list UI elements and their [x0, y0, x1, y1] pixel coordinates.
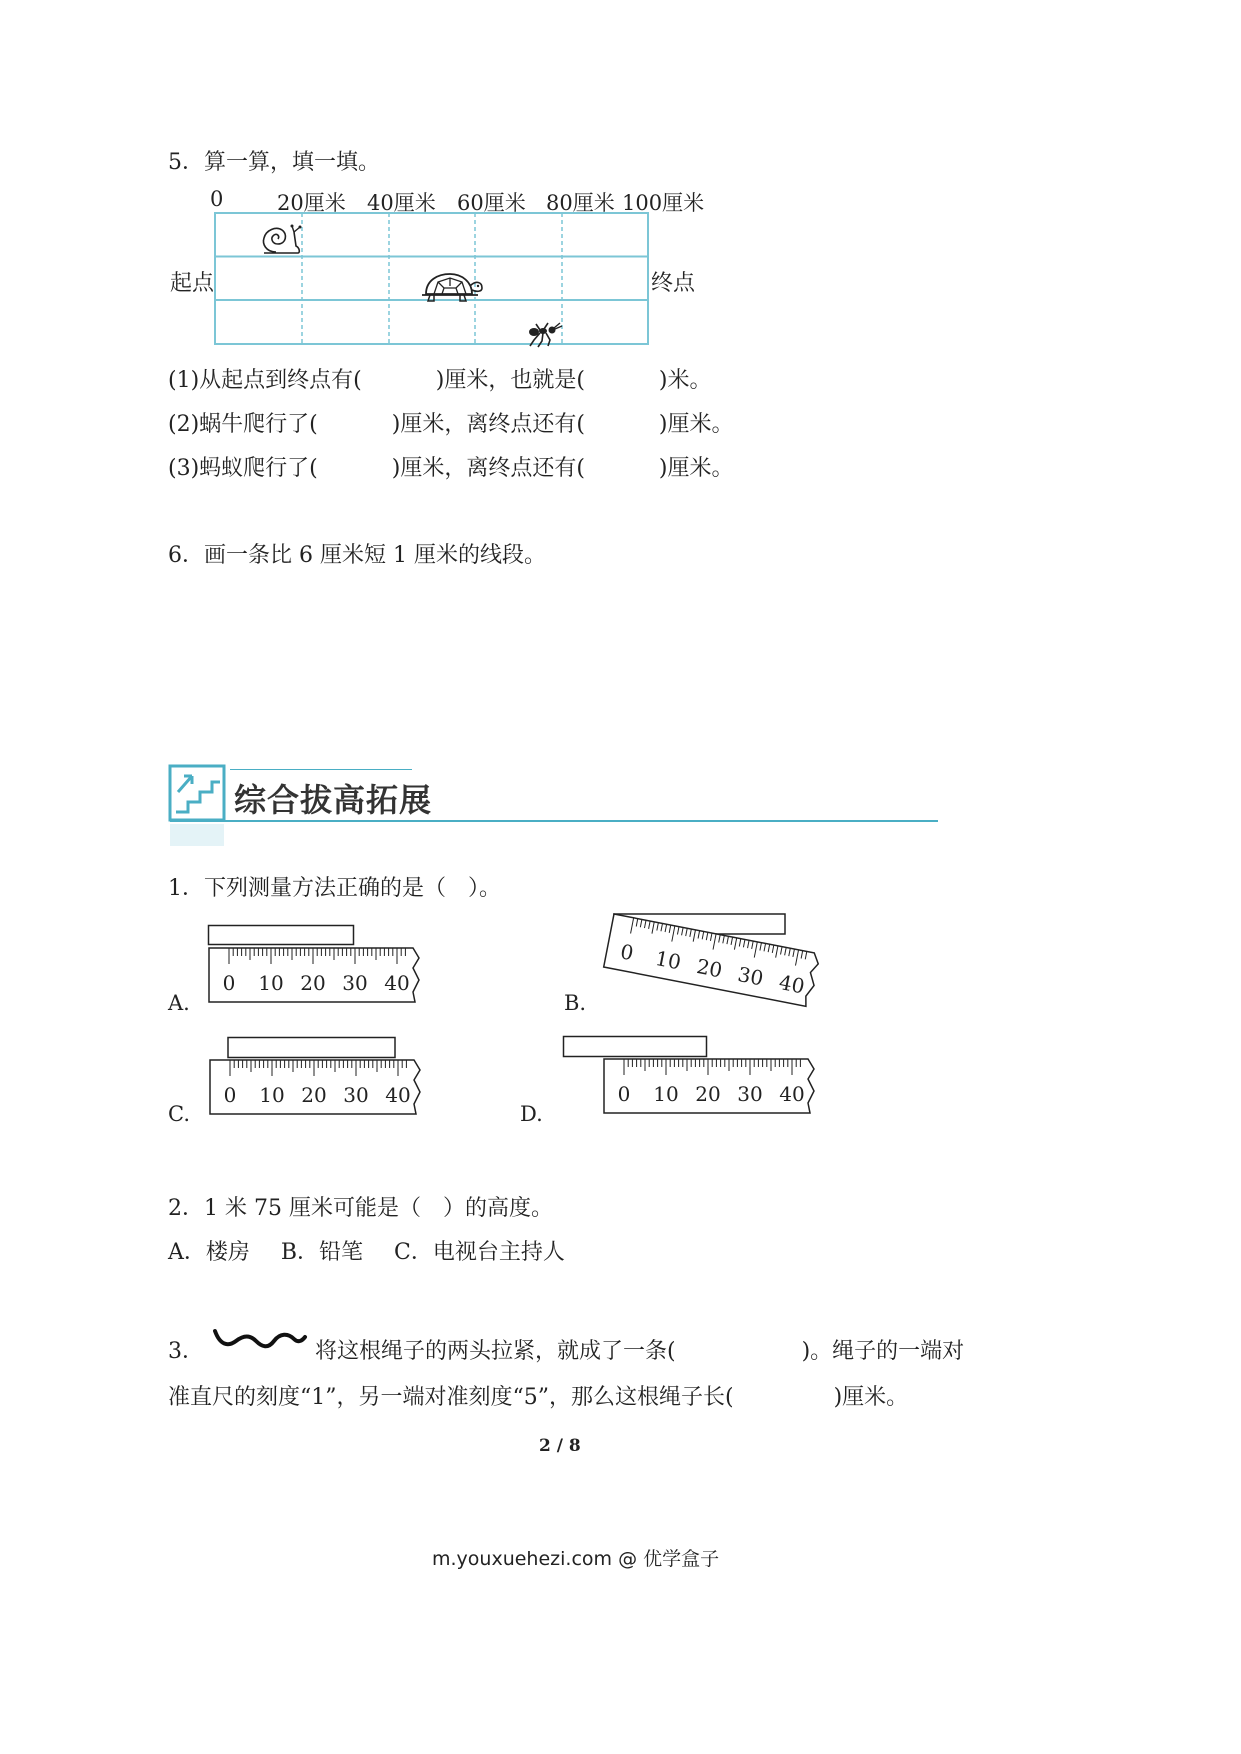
ant-icon: [526, 320, 564, 348]
q5-sub2-part2: )厘米，离终点还有(: [391, 412, 585, 437]
ruler-tick-label: 10: [259, 1083, 285, 1107]
section-underline: [170, 820, 938, 822]
ruler-tick-label: 20: [301, 1083, 327, 1107]
p2-title: 2．1 米 75 厘米可能是（ ）的高度。: [168, 1196, 553, 1221]
q5-sub3-part2: )厘米，离终点还有(: [391, 456, 585, 481]
q5-sub2-part3: )厘米。: [658, 412, 734, 437]
option-a-label[interactable]: A.: [168, 991, 190, 1015]
end-label: 终点: [651, 271, 696, 296]
p1-title: 1．下列测量方法正确的是（ ）。: [168, 876, 501, 901]
ruler-tick-label: 30: [342, 971, 368, 995]
scale-label-40: 40厘米: [367, 191, 436, 215]
p3-line1-part2: )。绳子的一端对: [801, 1339, 965, 1364]
page-number: 2 / 8: [539, 1436, 581, 1456]
ruler-tick-label: 10: [258, 971, 284, 995]
ruler-tick-label: 40: [777, 970, 807, 999]
snail-icon: [260, 222, 306, 258]
option-d-ruler[interactable]: [562, 1035, 824, 1117]
q5-sub3: [168, 451, 734, 482]
scale-label-100: 100厘米: [622, 191, 705, 215]
q5-sub1-part2: )厘米，也就是(: [435, 368, 585, 393]
scale-label-80: 80厘米: [546, 191, 615, 215]
ruler-body: [209, 948, 419, 1002]
q5-sub3-part3: )厘米。: [658, 456, 734, 481]
option-c-ruler[interactable]: [208, 1036, 430, 1118]
ruler-tick-label: 30: [343, 1083, 369, 1107]
ruler-tick-label: 20: [694, 953, 725, 983]
scale-label-20: 20厘米: [277, 191, 346, 215]
option-b-label[interactable]: B.: [564, 991, 587, 1015]
ruler-body: [210, 1060, 420, 1114]
ruler-tick-label: 0: [222, 971, 236, 995]
ruler-tick-label: 0: [618, 939, 636, 966]
scale-label-60: 60厘米: [457, 191, 526, 215]
q5-sub1-part3: )米。: [658, 368, 712, 393]
p3-line1: [168, 1334, 204, 1365]
ruler-tick-label: 30: [737, 1082, 763, 1106]
q5-sub1-part1: (1)从起点到终点有(: [168, 368, 362, 393]
ruler-tick-label: 0: [617, 1082, 631, 1106]
option-a-ruler[interactable]: [207, 924, 427, 1006]
ruler-tick-label: 40: [384, 971, 410, 995]
ruler-tick-label: 10: [653, 945, 683, 975]
q5-sub2-part1: (2)蜗牛爬行了(: [168, 412, 318, 437]
start-label: 起点: [170, 271, 215, 296]
ruler-tick-label: 30: [735, 962, 766, 991]
q5-sub3-part1: (3)蚂蚁爬行了(: [168, 456, 318, 481]
p3-line2-part1: 准直尺的刻度“1”，另一端对准刻度“5”，那么这根绳子长(: [168, 1385, 734, 1410]
stairs-icon: [168, 762, 228, 848]
turtle-icon: [420, 268, 484, 304]
rope-icon: [212, 1327, 308, 1353]
ruler-tick-label: 40: [779, 1082, 805, 1106]
option-b-ruler[interactable]: [600, 910, 828, 1010]
option-d-label[interactable]: D.: [520, 1102, 543, 1126]
footer-watermark: m.youxuehezi.com @ 优学盒子: [432, 1548, 720, 1570]
ruler-tick-label: 20: [300, 971, 326, 995]
option-c-label[interactable]: C.: [168, 1102, 190, 1126]
p3-line2: [168, 1380, 908, 1411]
p3-line1-text: [315, 1334, 964, 1365]
p3-number: 3．: [168, 1339, 204, 1364]
scale-label-0: 0: [210, 187, 224, 211]
q5-sub1: [168, 363, 712, 394]
p2-options: A．楼房 B．铅笔 C．电视台主持人: [168, 1240, 565, 1265]
q6-title: 6．画一条比 6 厘米短 1 厘米的线段。: [168, 543, 546, 568]
ruler-tick-label: 0: [223, 1083, 237, 1107]
ruler-tick-label: 10: [653, 1082, 679, 1106]
section-title: 综合拔高拓展: [234, 781, 433, 819]
section-title-topline: [230, 769, 412, 770]
p3-line2-part2: )厘米。: [833, 1385, 909, 1410]
q5-title: 5．算一算，填一填。: [168, 150, 380, 175]
q5-sub2: [168, 407, 734, 438]
ruler-tick-label: 20: [695, 1082, 721, 1106]
ruler-tick-label: 40: [385, 1083, 411, 1107]
ruler-body: [604, 1059, 814, 1113]
p3-line1-part1: 将这根绳子的两头拉紧，就成了一条(: [315, 1339, 676, 1364]
